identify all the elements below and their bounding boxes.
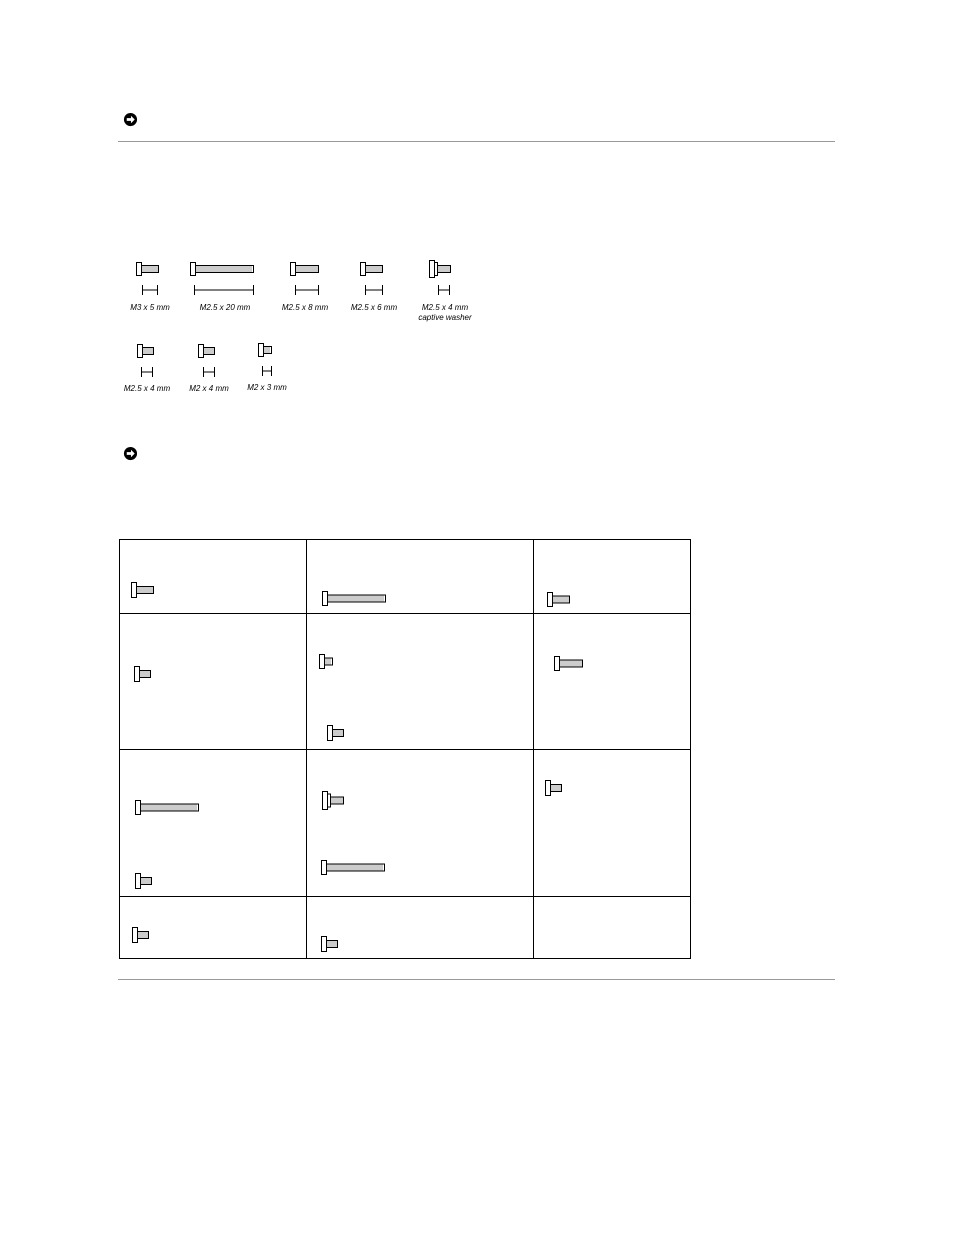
screw-icon — [135, 800, 200, 815]
table-cell — [120, 897, 306, 958]
legend-label: M3 x 5 mm — [130, 303, 170, 312]
screw-icon — [545, 780, 563, 796]
screw-icon — [327, 725, 345, 741]
table-cell — [120, 614, 306, 749]
table-cell — [534, 614, 690, 749]
screw-icon — [360, 262, 384, 276]
screw-icon — [554, 656, 584, 671]
legend-label: M2.5 x 8 mm — [281, 303, 329, 312]
screw-icon — [322, 791, 346, 810]
legend-label: M2 x 4 mm — [189, 384, 229, 393]
length-indicator — [365, 285, 383, 295]
table-cell — [534, 897, 690, 958]
length-indicator — [262, 366, 272, 376]
length-indicator — [438, 285, 450, 295]
screw-icon — [258, 343, 273, 357]
legend-label: M2.5 x 20 mm — [199, 303, 251, 312]
table-cell — [534, 750, 690, 896]
table-cell — [534, 540, 690, 613]
screw-table — [119, 539, 691, 959]
table-cell — [120, 750, 306, 896]
screw-icon — [429, 260, 453, 278]
screw-icon — [322, 591, 387, 606]
screw-icon — [321, 860, 386, 875]
table-cell — [307, 614, 533, 749]
length-indicator — [141, 367, 153, 377]
screw-icon — [136, 262, 160, 276]
length-indicator — [203, 367, 215, 377]
notice-icon — [123, 446, 138, 461]
section-divider-top — [118, 141, 835, 142]
screw-icon — [131, 582, 155, 598]
screw-icon — [319, 654, 334, 669]
length-indicator — [295, 285, 319, 295]
screw-icon — [190, 262, 255, 276]
notice-icon — [123, 112, 138, 127]
screw-icon — [547, 592, 571, 607]
length-indicator — [194, 285, 254, 295]
screw-icon — [132, 927, 150, 943]
screw-icon — [134, 666, 152, 682]
legend-label-note: captive washer — [418, 313, 472, 322]
section-divider-bottom — [118, 979, 835, 980]
legend-label: M2.5 x 4 mm — [123, 384, 171, 393]
legend-label: M2.5 x 6 mm — [350, 303, 398, 312]
screw-icon — [135, 873, 153, 889]
legend-label: M2 x 3 mm — [247, 383, 287, 392]
screw-icon — [137, 344, 155, 358]
screw-icon — [198, 344, 216, 358]
screw-icon — [290, 262, 320, 276]
legend-label: M2.5 x 4 mm — [421, 303, 469, 312]
table-cell — [307, 750, 533, 896]
screw-icon — [321, 936, 339, 952]
table-cell — [307, 540, 533, 613]
table-cell — [120, 540, 306, 613]
length-indicator — [142, 285, 158, 295]
table-cell — [307, 897, 533, 958]
